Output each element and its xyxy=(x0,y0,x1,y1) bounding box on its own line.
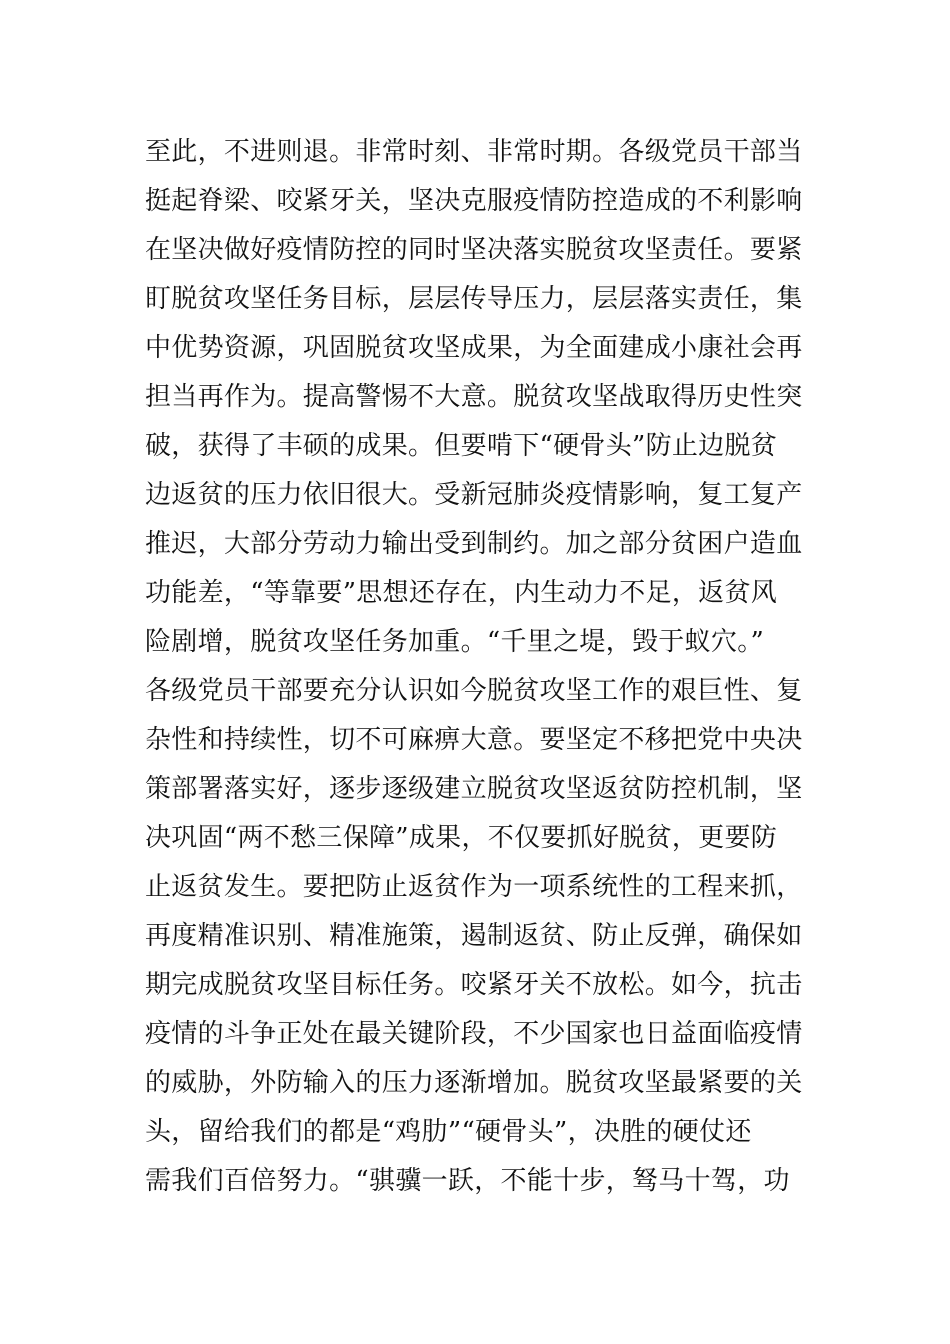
text-line-16: 止返贫发生。要把防止返贫作为一项系统性的工程来抓， xyxy=(145,872,803,902)
text-line-20: 的威胁，外防输入的压力逐渐增加。脱贫攻坚最紧要的关 xyxy=(145,1068,803,1098)
text-line-13: 杂性和持续性，切不可麻痹大意。要坚定不移把党中央决 xyxy=(145,725,803,755)
text-line-19: 疫情的斗争正处在最关键阶段，不少国家也日益面临疫情 xyxy=(145,1019,803,1049)
text-line-3: 在坚决做好疫情防控的同时坚决落实脱贫攻坚责任。要紧 xyxy=(145,235,803,265)
body-paragraph xyxy=(145,128,815,1206)
text-line-1: 至此，不进则退。非常时刻、非常时期。各级党员干部当 xyxy=(145,137,803,167)
text-line-12: 各级党员干部要充分认识如今脱贫攻坚工作的艰巨性、复 xyxy=(145,676,803,706)
text-line-9: 推迟，大部分劳动力输出受到制约。加之部分贫困户造血 xyxy=(145,529,803,559)
text-line-21: 头，留给我们的都是“鸡肋”“硬骨头”，决胜的硬仗还 xyxy=(145,1117,752,1147)
text-line-22: 需我们百倍努力。“骐骥一跃，不能十步，驽马十驾，功 xyxy=(145,1166,790,1196)
text-line-6: 担当再作为。提高警惕不大意。脱贫攻坚战取得历史性突 xyxy=(145,382,803,412)
text-line-4: 盯脱贫攻坚任务目标，层层传导压力，层层落实责任，集 xyxy=(145,284,803,314)
text-line-10: 功能差，“等靠要”思想还存在，内生动力不足，返贫风 xyxy=(145,578,778,608)
text-line-15: 决巩固“两不愁三保障”成果，不仅要抓好脱贫，更要防 xyxy=(145,823,778,853)
text-line-14: 策部署落实好，逐步逐级建立脱贫攻坚返贫防控机制，坚 xyxy=(145,774,803,804)
text-line-2: 挺起脊梁、咬紧牙关，坚决克服疫情防控造成的不利影响 xyxy=(145,186,803,216)
text-line-18: 期完成脱贫攻坚目标任务。咬紧牙关不放松。如今，抗击 xyxy=(145,970,803,1000)
text-line-11: 险剧增，脱贫攻坚任务加重。“千里之堤，毁于蚁穴。” xyxy=(145,627,765,657)
text-line-7: 破，获得了丰硕的成果。但要啃下“硬骨头”防止边脱贫 xyxy=(145,431,778,461)
text-line-8: 边返贫的压力依旧很大。受新冠肺炎疫情影响，复工复产 xyxy=(145,480,803,510)
text-line-5: 中优势资源，巩固脱贫攻坚成果，为全面建成小康社会再 xyxy=(145,333,803,363)
text-line-17: 再度精准识别、精准施策，遏制返贫、防止反弹，确保如 xyxy=(145,921,803,951)
